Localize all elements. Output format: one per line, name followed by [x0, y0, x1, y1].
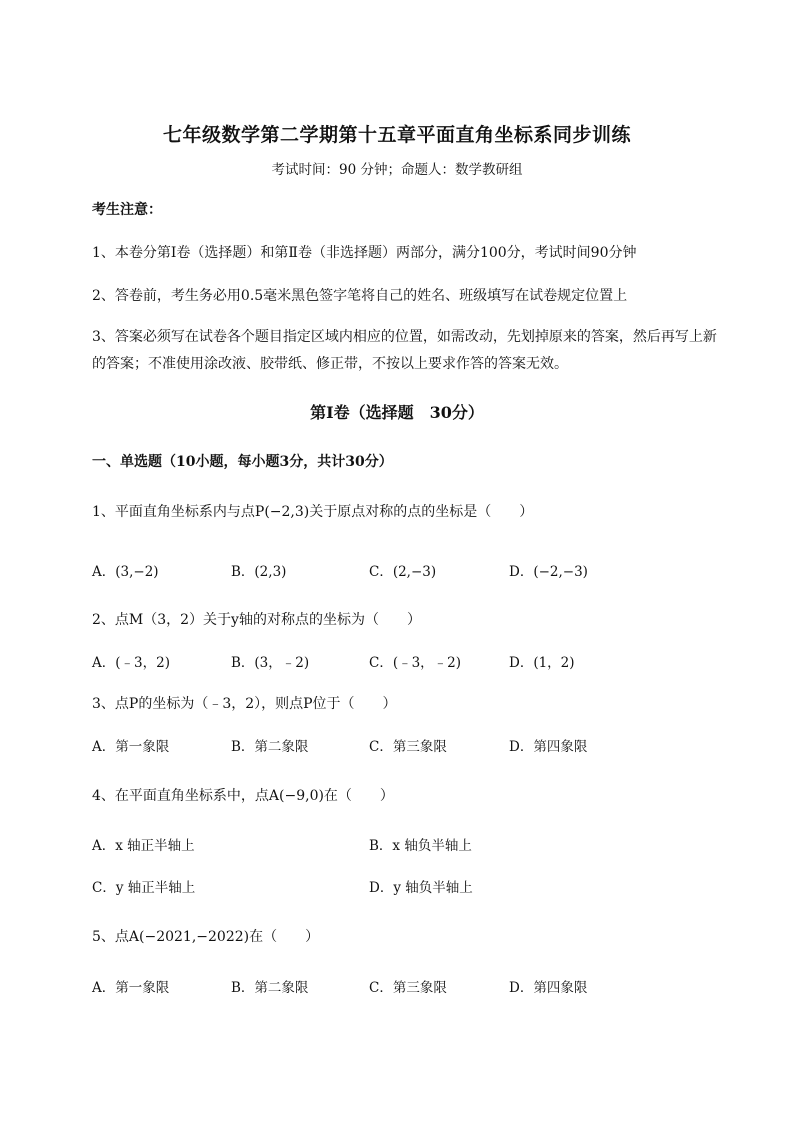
question-stem: 2、点M（3，2）关于y轴的对称点的坐标为（ ）	[92, 612, 421, 628]
option-b[interactable]: B．第二象限	[231, 739, 309, 755]
option-a[interactable]: A．(﹣3，2)	[92, 655, 170, 671]
option-b[interactable]: B．(2,3)	[231, 564, 287, 580]
notice-item-continued: 的答案；不准使用涂改液、胶带纸、修正带，不按以上要求作答的答案无效。	[92, 356, 568, 372]
option-d[interactable]: D．第四象限	[509, 739, 588, 755]
page-title: 七年级数学第二学期第十五章平面直角坐标系同步训练	[162, 124, 631, 146]
option-c[interactable]: C．第三象限	[369, 980, 447, 996]
notice-heading: 考生注意：	[92, 202, 162, 218]
option-a[interactable]: A．第一象限	[92, 739, 170, 755]
question-stem: 3、点P的坐标为（﹣3，2），则点P位于（ ）	[92, 696, 397, 712]
option-b[interactable]: B．(3，﹣2)	[231, 655, 310, 671]
option-d[interactable]: D．(1，2)	[509, 655, 575, 671]
question-stem: 1、平面直角坐标系内与点P(−2,3)关于原点对称的点的坐标是（ ）	[92, 504, 534, 520]
option-b[interactable]: B．x 轴负半轴上	[369, 838, 472, 854]
option-a[interactable]: A．第一象限	[92, 980, 170, 996]
option-d[interactable]: D．第四象限	[509, 980, 588, 996]
option-a[interactable]: A．(3,−2)	[92, 564, 159, 580]
option-b[interactable]: B．第二象限	[231, 980, 309, 996]
notice-item: 3、答案必须写在试卷各个题目指定区域内相应的位置，如需改动，先划掉原来的答案，然后再写上新	[92, 329, 717, 345]
option-d[interactable]: D．y 轴负半轴上	[369, 880, 473, 896]
option-c[interactable]: C．第三象限	[369, 739, 447, 755]
option-a[interactable]: A．x 轴正半轴上	[92, 838, 195, 854]
notice-item: 1、本卷分第Ⅰ卷（选择题）和第Ⅱ卷（非选择题）两部分，满分100分，考试时间90分钟	[92, 245, 637, 261]
option-c[interactable]: C．y 轴正半轴上	[92, 880, 196, 896]
notice-item: 2、答卷前，考生务必用0.5毫米黑色签字笔将自己的姓名、班级填写在试卷规定位置上	[92, 288, 628, 304]
option-c[interactable]: C．(2,−3)	[369, 564, 437, 580]
part-heading: 一、单选题（10小题，每小题3分，共计30分）	[92, 454, 393, 470]
option-c[interactable]: C．(﹣3，﹣2)	[369, 655, 462, 671]
exam-info: 考试时间：90 分钟；命题人：数学教研组	[271, 162, 523, 178]
section-title: 第Ⅰ卷（选择题 30分）	[310, 403, 484, 422]
question-stem: 5、点A(−2021,−2022)在（ ）	[92, 929, 320, 945]
option-d[interactable]: D．(−2,−3)	[509, 564, 588, 580]
question-stem: 4、在平面直角坐标系中，点A(−9,0)在（ ）	[92, 788, 394, 804]
